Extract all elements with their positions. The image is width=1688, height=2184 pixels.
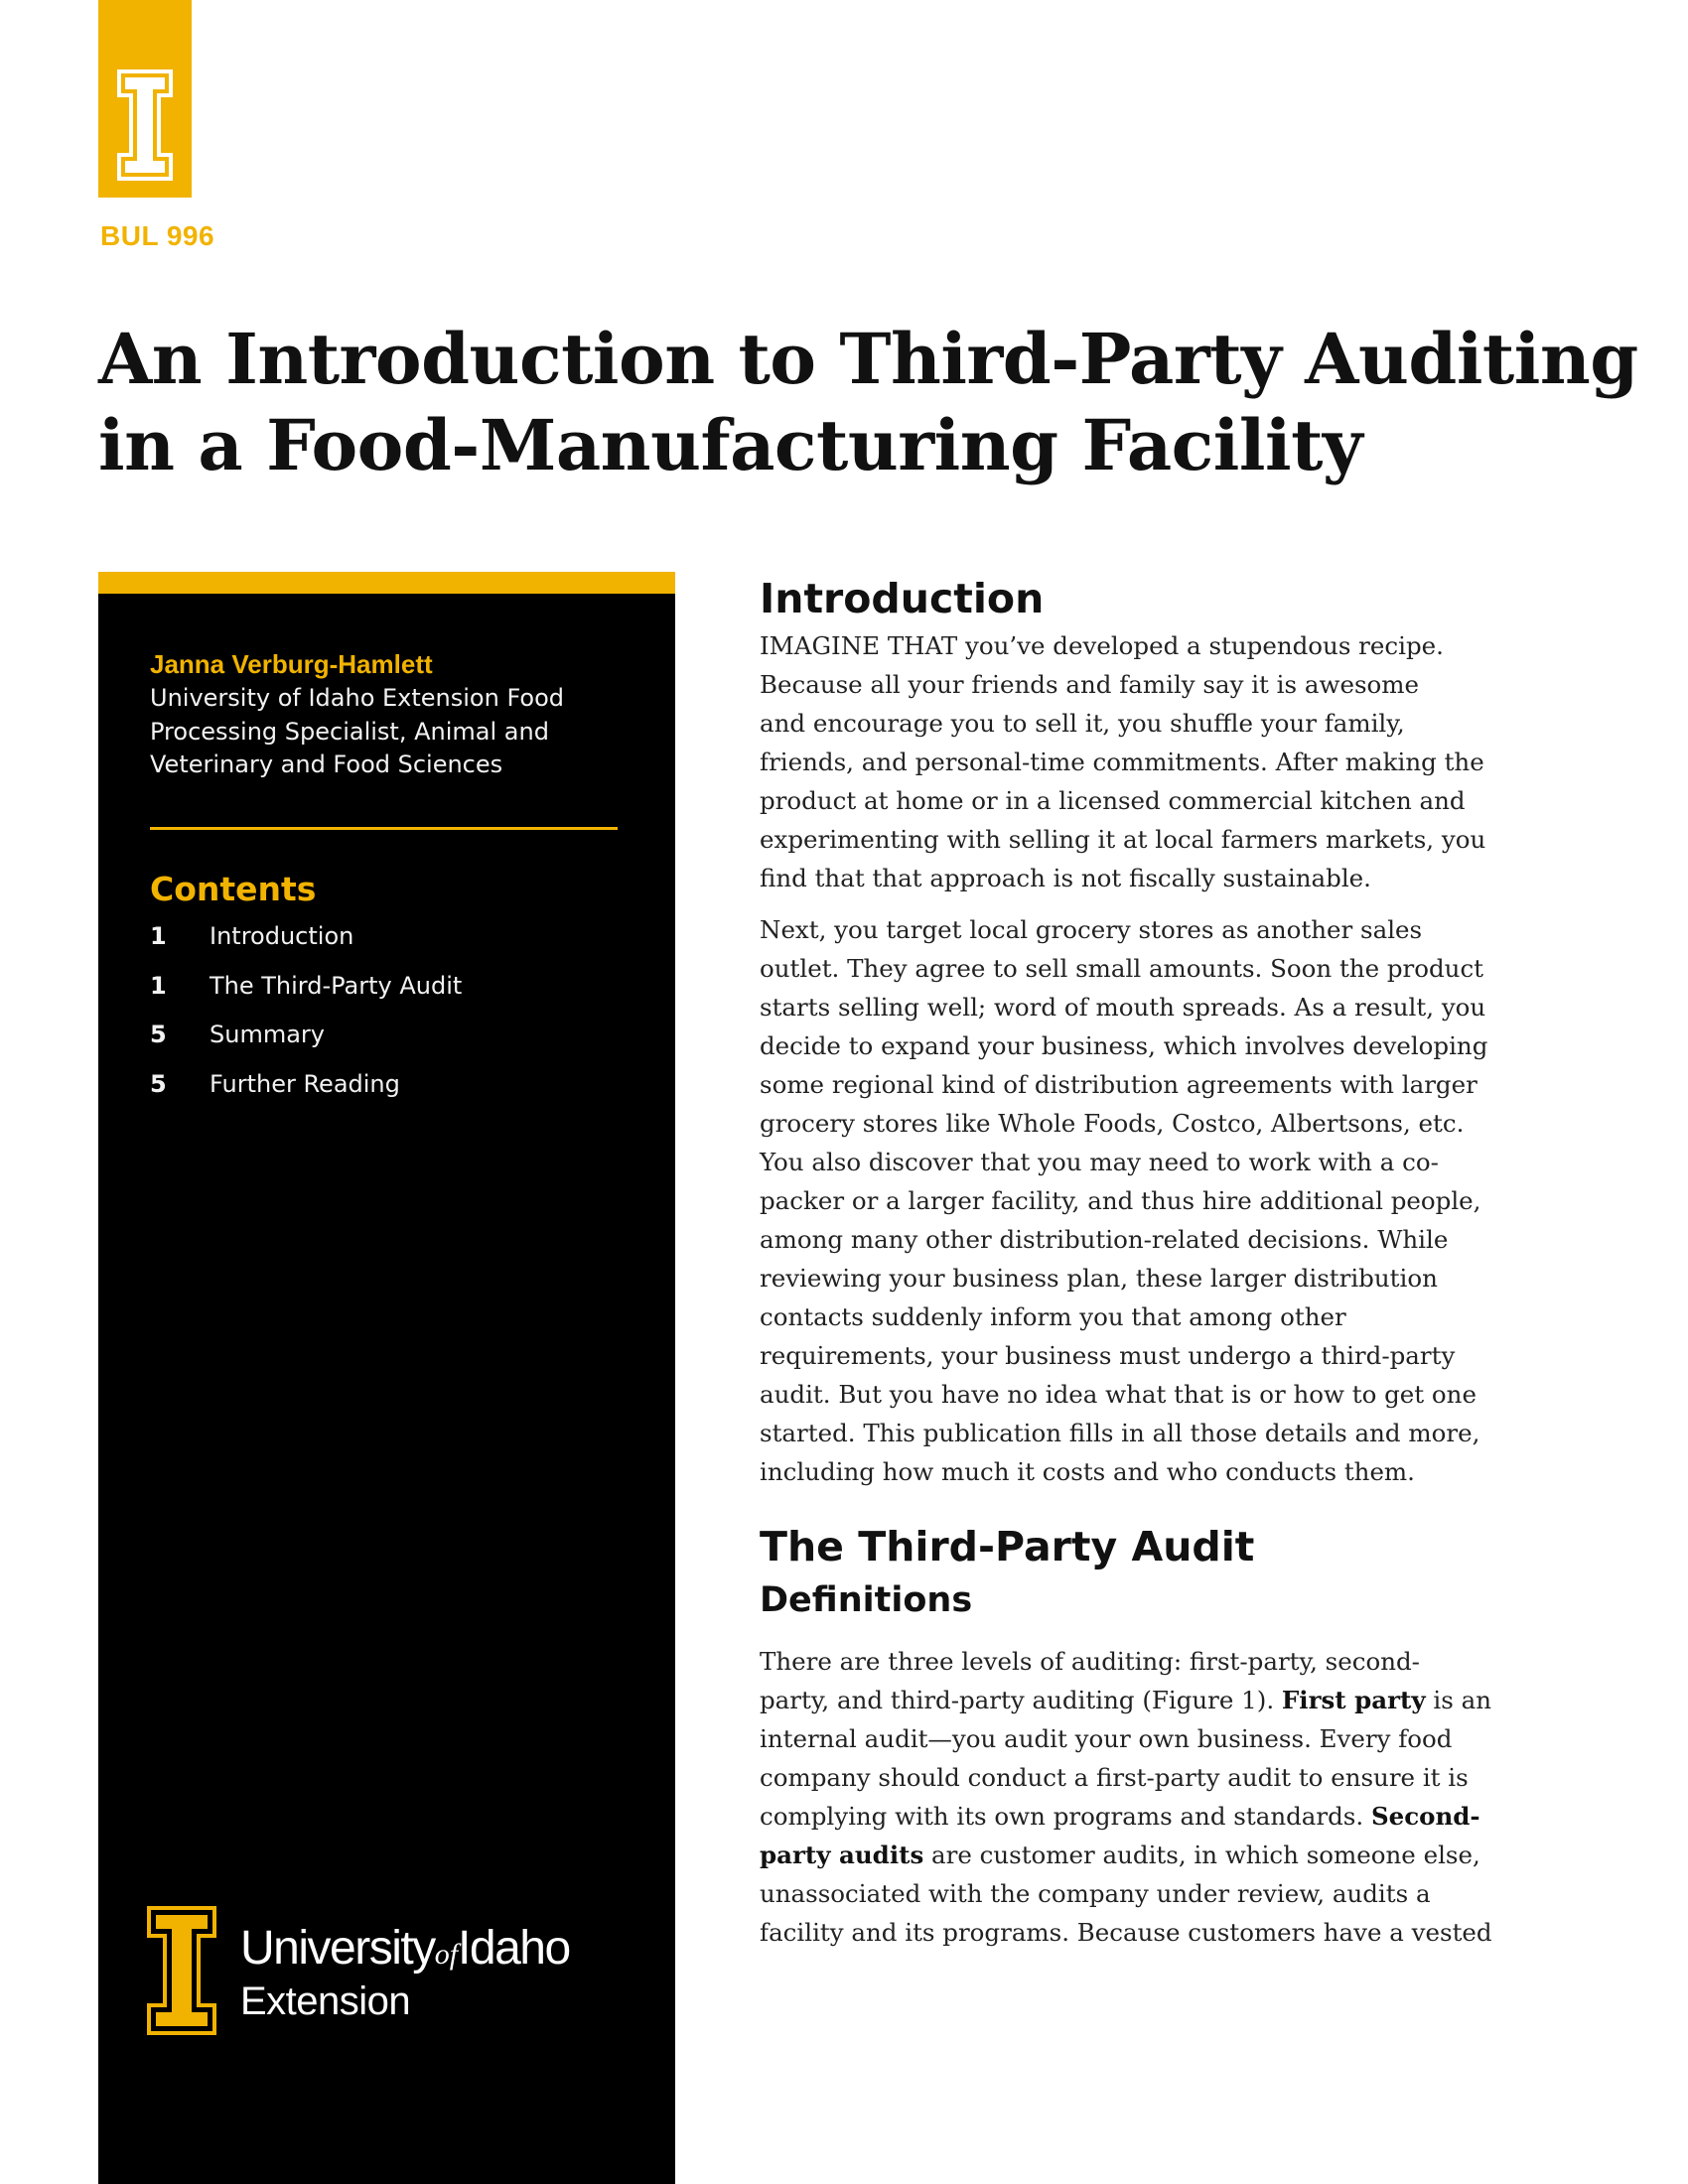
toc-page-number: 5	[150, 1069, 167, 1098]
introduction-paragraph-1	[760, 626, 1514, 897]
toc-label: Summary	[210, 1021, 325, 1048]
term-first-party: First party	[1281, 1686, 1426, 1714]
text-line: starts selling well; word of mouth spreads. As a result, you	[760, 993, 1486, 1022]
sidebar-divider	[150, 827, 618, 830]
term-second-party: Second-	[1370, 1802, 1480, 1831]
text-line: requirements, your business must undergo a third-party	[760, 1341, 1456, 1370]
title-line: in a Food-Manufacturing Facility	[98, 404, 1363, 486]
text-line: facility and its programs. Because customers have a vested	[760, 1918, 1492, 1947]
sidebar-accent-bar	[98, 572, 675, 594]
definitions-heading: Definitions	[760, 1580, 973, 1620]
wordmark-extension: Extension	[240, 1979, 411, 2023]
text-line: product at home or in a licensed commercial kitchen and	[760, 786, 1466, 815]
text-line	[760, 1797, 1514, 1836]
third-party-audit-heading: The Third-Party Audit	[760, 1523, 1255, 1570]
term-second-party-cont: party audits	[760, 1841, 924, 1869]
text-line: started. This publication fills in all those details and more,	[760, 1419, 1480, 1447]
text-line: decide to expand your business, which involves developing	[760, 1031, 1488, 1060]
toc-label: The Third-Party Audit	[210, 971, 463, 1000]
text-line: including how much it costs and who conducts them.	[760, 1457, 1415, 1486]
text-line: friends, and personal-time commitments. After making the	[760, 748, 1484, 776]
university-of-idaho-extension-wordmark	[240, 1924, 570, 2023]
toc-page-number: 1	[150, 922, 167, 950]
contents-heading: Contents	[150, 870, 317, 908]
affiliation-line: Processing Specialist, Animal and	[150, 717, 549, 746]
text-line: IMAGINE THAT you’ve developed a stupendous recipe.	[760, 631, 1444, 660]
text-line: and encourage you to sell it, you shuffle your family,	[760, 709, 1405, 738]
text-line: internal audit—you audit your own business. Every food	[760, 1724, 1453, 1753]
introduction-heading: Introduction	[760, 575, 1045, 622]
text-line: among many other distribution-related decisions. While	[760, 1225, 1449, 1254]
text-line: outlet. They agree to sell small amounts. Soon the product	[760, 954, 1484, 983]
text-line: grocery stores like Whole Foods, Costco, Albertsons, etc.	[760, 1109, 1465, 1138]
text-line: reviewing your business plan, these larger distribution	[760, 1264, 1438, 1293]
text-run: party, and third-party auditing (Figure 1).	[760, 1686, 1282, 1714]
wordmark-idaho: Idaho	[458, 1922, 570, 1975]
top-logo-block	[98, 0, 192, 198]
toc-label: Introduction	[210, 922, 354, 950]
text-run: is an	[1425, 1686, 1491, 1714]
author-affiliation	[150, 682, 587, 782]
wordmark-university: University	[240, 1922, 435, 1975]
text-line	[760, 1836, 1514, 1874]
text-line: packer or a larger facility, and thus hire additional people,	[760, 1186, 1481, 1215]
toc-page-number: 5	[150, 1021, 167, 1048]
author-name: Janna Verburg-Hamlett	[150, 649, 433, 679]
text-line: company should conduct a first-party audit to ensure it is	[760, 1763, 1469, 1792]
sidebar	[98, 594, 675, 2184]
university-of-idaho-i-logo-icon	[147, 1906, 216, 2035]
text-line: Because all your friends and family say it is awesome	[760, 670, 1420, 699]
toc-label: Further Reading	[210, 1069, 400, 1098]
main-content	[760, 574, 1514, 1952]
text-line: find that that approach is not fiscally sustainable.	[760, 864, 1371, 892]
affiliation-line: Veterinary and Food Sciences	[150, 751, 503, 778]
text-line	[760, 1681, 1514, 1719]
text-run: are customer audits, in which someone else,	[923, 1841, 1480, 1869]
wordmark-of: of	[434, 1938, 459, 1971]
toc-page-number: 1	[150, 971, 167, 1000]
bulletin-number: BUL 996	[100, 220, 215, 251]
document-title	[98, 316, 1638, 488]
text-run: complying with its own programs and standards.	[760, 1802, 1371, 1831]
text-line: There are three levels of auditing: first-party, second-	[760, 1647, 1420, 1676]
text-line: experimenting with selling it at local farmers markets, you	[760, 825, 1486, 854]
affiliation-line: University of Idaho Extension Food	[150, 684, 564, 712]
title-line: An Introduction to Third-Party Auditing	[98, 318, 1638, 400]
text-line: contacts suddenly inform you that among other	[760, 1302, 1346, 1331]
definitions-paragraph	[760, 1642, 1514, 1952]
university-i-logo-icon	[117, 69, 173, 181]
text-line: You also discover that you may need to work with a co-	[760, 1148, 1439, 1176]
text-line: Next, you target local grocery stores as another sales	[760, 915, 1423, 944]
text-line: audit. But you have no idea what that is or how to get one	[760, 1380, 1477, 1409]
text-line: unassociated with the company under review, audits a	[760, 1879, 1431, 1908]
text-line: some regional kind of distribution agreements with larger	[760, 1070, 1477, 1099]
introduction-paragraph-2	[760, 910, 1514, 1491]
